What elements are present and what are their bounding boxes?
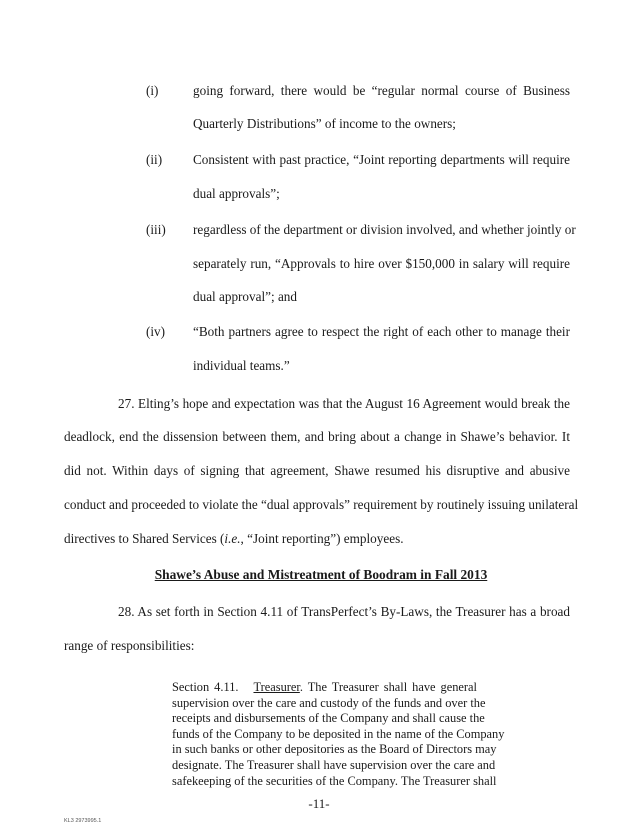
- list-num-i: (i): [146, 83, 159, 98]
- quote-line-4: funds of the Company to be deposited in the name of the Company: [172, 726, 505, 741]
- list-item-iv-line-1: “Both partners agree to respect the right of each other to manage their: [193, 324, 570, 339]
- list-item-iv-line-2: individual teams.”: [193, 358, 290, 373]
- quote-line-3: receipts and disbursements of the Company and shall cause the: [172, 711, 485, 726]
- treasurer-title: Treasurer: [253, 680, 300, 694]
- quote-line-7: safekeeping of the securities of the Company. The Treasurer shall: [172, 773, 497, 788]
- page-number: -11-: [308, 796, 330, 811]
- document-id: KL3 2973995.1: [64, 818, 102, 824]
- list-item-i-line-1: going forward, there would be “regular normal course of Business: [193, 83, 570, 98]
- list-item-ii-line-1: Consistent with past practice, “Joint reporting departments will require: [193, 152, 570, 167]
- list-num-iii: (iii): [146, 222, 166, 237]
- para-28-line-1: 28. As set forth in Section 4.11 of TransPerfect’s By-Laws, the Treasurer has a broad: [118, 604, 570, 619]
- para-27-line-4: conduct and proceeded to violate the “dual approvals” requirement by routinely issuing unilateral: [64, 497, 579, 512]
- list-num-ii: (ii): [146, 152, 163, 167]
- section-heading: Shawe’s Abuse and Mistreatment of Boodram in Fall 2013: [154, 567, 488, 582]
- bylaw-block-quote: [172, 680, 505, 789]
- quote-line-2: supervision over the care and custody of the funds and over the: [172, 695, 486, 710]
- list-item-i-line-2: Quarterly Distributions” of income to the owners;: [193, 116, 456, 131]
- para-27-line-2: deadlock, end the dissension between them, and bring about a change in Shawe’s behavior. It: [64, 429, 570, 444]
- quote-line-5: in such banks or other depositories as the Board of Directors may: [172, 742, 497, 757]
- quote-line-1: Section 4.11. Treasurer. The Treasurer shall have general: [172, 680, 477, 694]
- list-item-iii-line-2: separately run, “Approvals to hire over $150,000 in salary will require: [193, 256, 570, 271]
- list-item-iii-line-1: regardless of the department or division involved, and whether jointly or: [193, 222, 576, 237]
- para-28-line-2: range of responsibilities:: [64, 638, 195, 653]
- list-item-ii-line-2: dual approvals”;: [193, 186, 280, 201]
- para-27-line-1: 27. Elting’s hope and expectation was that the August 16 Agreement would break the: [118, 396, 570, 411]
- para-27-emphasis: i.e.: [224, 531, 241, 546]
- quote-line-6: designate. The Treasurer shall have supervision over the care and: [172, 757, 496, 772]
- list-item-iii-line-3: dual approval”; and: [193, 289, 297, 304]
- para-27-line-3: did not. Within days of signing that agreement, Shawe resumed his disruptive and abusive: [64, 463, 570, 478]
- list-num-iv: (iv): [146, 324, 166, 339]
- para-27-line-5: directives to Shared Services (i.e., “Joint reporting”) employees.: [64, 531, 404, 546]
